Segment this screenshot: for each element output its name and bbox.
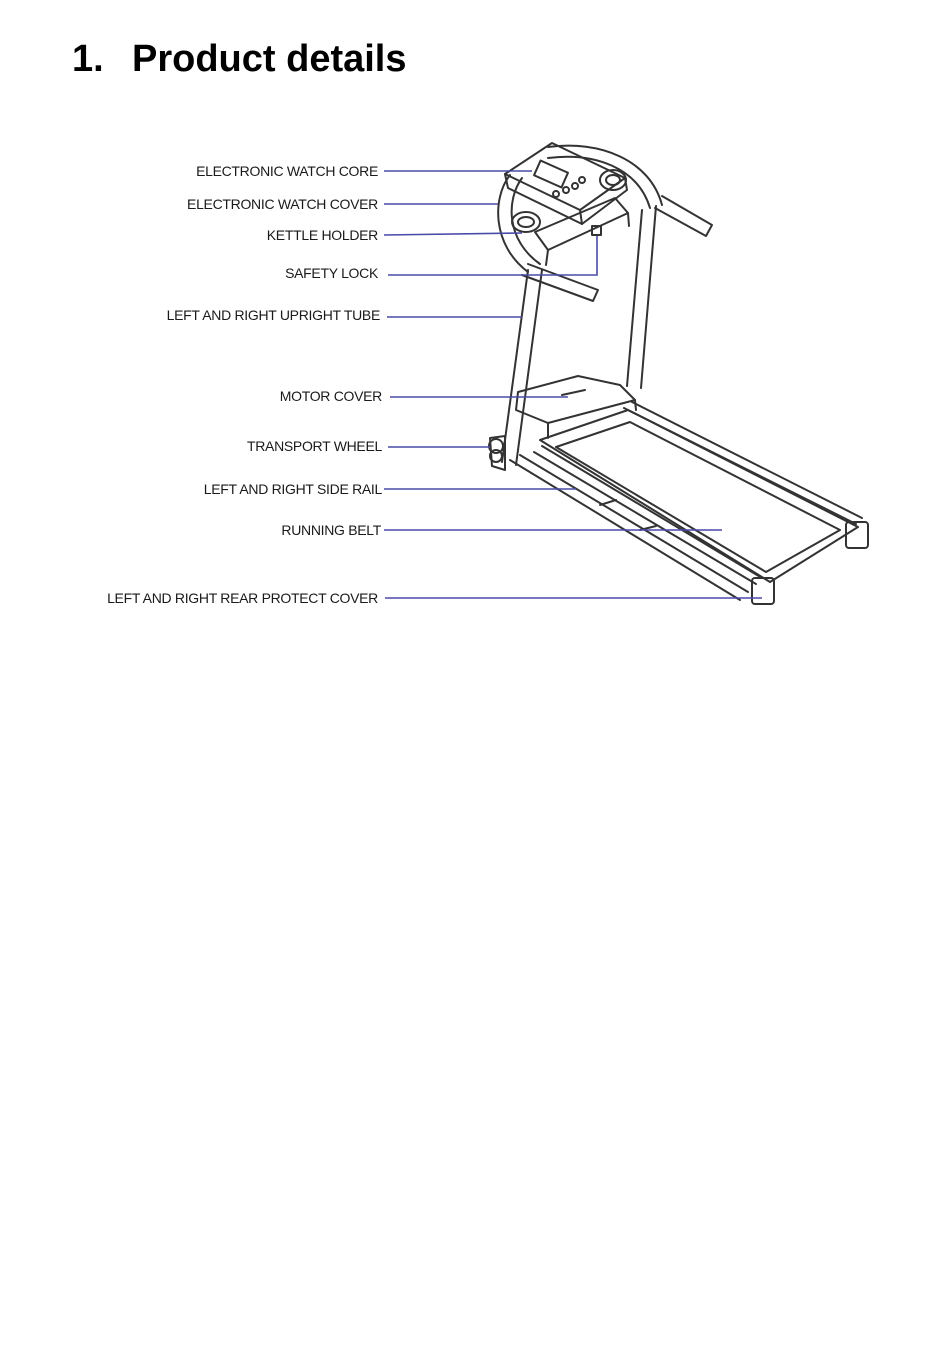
treadmill-drawing (489, 143, 868, 604)
label-safety-lock: SAFETY LOCK (285, 265, 378, 281)
label-running-belt: RUNNING BELT (281, 522, 381, 538)
label-transport-wheel: TRANSPORT WHEEL (246, 438, 382, 454)
label-electronic-watch-cover: ELECTRONIC WATCH COVER (187, 196, 378, 212)
section-number: 1. (72, 38, 104, 80)
label-kettle-holder: KETTLE HOLDER (266, 227, 378, 243)
label-motor-cover: MOTOR COVER (279, 388, 382, 404)
section-title: Product details (132, 38, 407, 80)
label-electronic-watch-core: ELECTRONIC WATCH CORE (196, 163, 378, 179)
label-rear-protect-cover: LEFT AND RIGHT REAR PROTECT COVER (107, 590, 378, 606)
label-upright-tube: LEFT AND RIGHT UPRIGHT TUBE (166, 307, 380, 323)
label-side-rail: LEFT AND RIGHT SIDE RAIL (203, 481, 382, 497)
